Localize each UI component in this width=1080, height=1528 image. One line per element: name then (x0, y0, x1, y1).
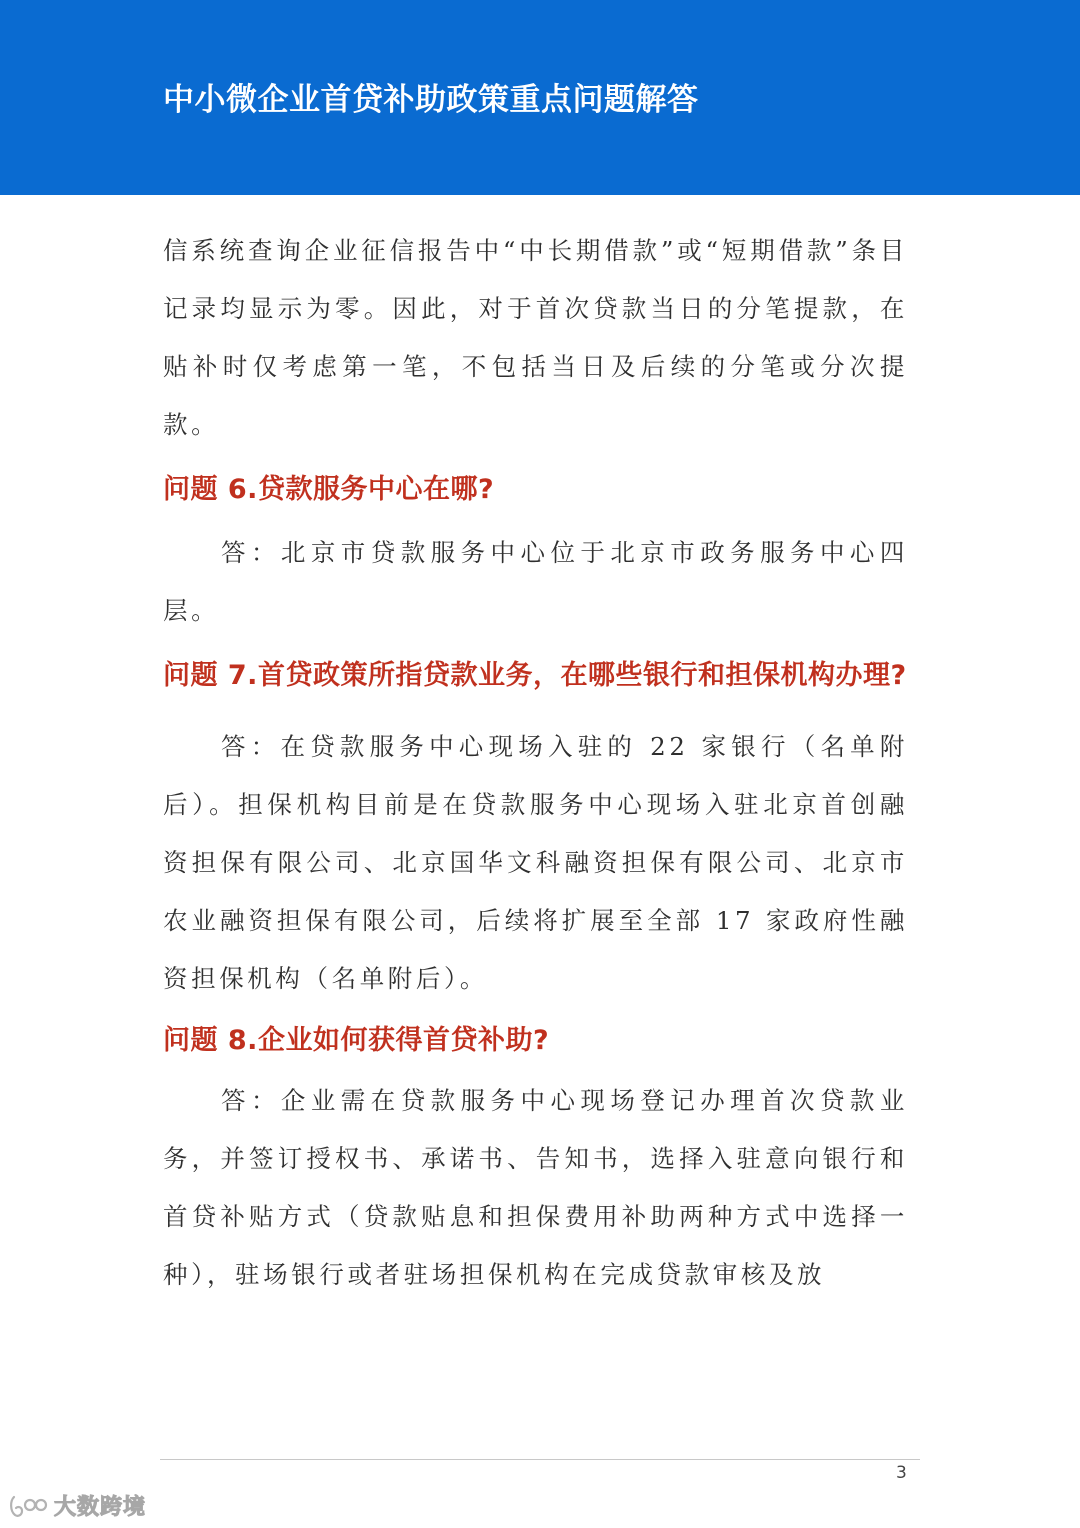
question-7-heading: 问题 7.首贷政策所指贷款业务，在哪些银行和担保机构办理? (163, 660, 907, 691)
document-title: 中小微企业首贷补助政策重点问题解答 (163, 82, 699, 118)
answer-8-paragraph: 答：企业需在贷款服务中心现场登记办理首次贷款业务，并签订授权书、承诺书、告知书，选择入驻意向银行和首贷补贴方式（贷款贴息和担保费用补助两种方式中选择一种），驻场银行或者驻场担保机构在完成贷款审核及放 (163, 1086, 908, 1289)
page-number: 3 (896, 1463, 907, 1483)
watermark (8, 1490, 146, 1521)
watermark-logo-icon (8, 1493, 48, 1519)
document-body (163, 222, 908, 1304)
question-8-heading: 问题 8.企业如何获得首贷补助? (163, 1025, 550, 1056)
question-6-heading: 问题 6.贷款服务中心在哪? (163, 474, 495, 505)
watermark-text: 大数跨境 (54, 1495, 147, 1520)
answer-7-paragraph: 答：在贷款服务中心现场入驻的 22 家银行（名单附后）。担保机构目前是在贷款服务中心现场入驻北京首创融资担保有限公司、北京国华文科融资担保有限公司、北京市农业融资担保有限公司，后续将扩展至全部 17 家政府性融资担保机构（名单附后）。 (163, 732, 908, 993)
footer-divider (160, 1459, 920, 1460)
continuation-paragraph: 信系统查询企业征信报告中“中长期借款”或“短期借款”条目记录均显示为零。因此，对于首次贷款当日的分笔提款，在贴补时仅考虑第一笔，不包括当日及后续的分笔或分次提款。 (163, 236, 908, 439)
answer-6-paragraph: 答：北京市贷款服务中心位于北京市政务服务中心四层。 (163, 538, 908, 625)
header-band (0, 0, 1080, 195)
